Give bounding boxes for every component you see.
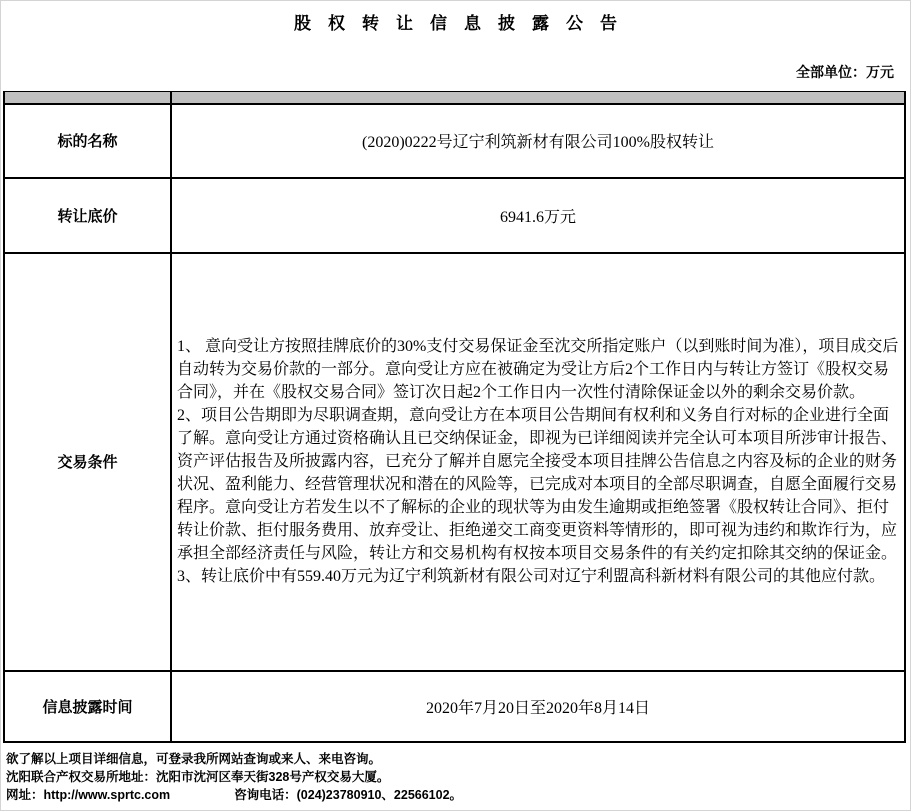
condition-paragraph-2: 2、项目公告期即为尽职调查期，意向受让方在本项目公告期间有权利和义务自行对标的企业进行全面了解。意向受让方通过资格确认且已交纳保证金，即视为已详细阅读并完全认可本项目所涉审计报告、资产评估报告及所披露内容，已充分了解并自愿完全接受本项目挂牌公告信息之内容及标的企业的财务状况、盈利能力、经营管理状况和潜在的风险等，已完成对本项目的全部尽职调查，自愿全面履行交易程序。意向受让方若发生以不了解标的企业的现状等为由发生逾期或拒绝签署《股权转让合同》、拒付转让价款、拒付服务费用、放弃受让、拒绝递交工商变更资料等情形的，即可视为违约和欺诈行为，应承担全部经济责任与风险，转让方和交易机构有权按本项目交易条件的有关约定扣除其交纳的保证金。 [177,407,898,562]
grid-header-cell-left [4,92,171,104]
condition-paragraph-1: 1、 意向受让方按照挂牌底价的30%支付交易保证金至沈交所指定账户（以到账时间为准），项目成交后自动转为交易价款的一部分。意向受让方应在被确定为受让方后2个工作日内与转让方签订《股权交易合同》，并在《股权交易合同》签订次日起2个工作日内一次性付清除保证金以外的剩余交易价款。 [177,338,899,401]
row-label-transaction-conditions: 交易条件 [4,253,171,671]
row-value-floor-price: 6941.6万元 [171,178,905,253]
row-value-disclosure-period: 2020年7月20日至2020年8月14日 [171,671,905,742]
table-row-target-name [4,104,905,178]
document-title: 股权转让信息披露公告 [294,14,634,33]
table-row-disclosure-period [4,671,905,742]
footer-phone-text: 咨询电话：(024)23780910、22566102。 [234,787,463,802]
footer-website-text: 网址：http://www.sprtc.com [6,787,171,802]
condition-paragraph-3: 3、转让底价中有559.40万元为辽宁利筑新材有限公司对辽宁利盟高科新材料有限公司的其他应付款。 [177,568,886,585]
footer-line-info: 欲了解以上项目详细信息，可登录我所网站查询或来人、来电咨询。 [6,751,382,766]
grid-header-cell-right [171,92,905,104]
footer-line-address: 沈阳联合产权交易所地址：沈阳市沈河区奉天街328号产权交易大厦。 [6,769,390,784]
table-row-transaction-conditions [4,253,905,671]
disclosure-table [3,91,906,743]
row-label-floor-price: 转让底价 [4,178,171,253]
row-label-disclosure-period: 信息披露时间 [4,671,171,742]
footer-line-contact [6,786,905,804]
footer-notes [1,743,910,804]
unit-note: 全部单位：万元 [796,64,894,80]
row-value-target-name: (2020)0222号辽宁利筑新材有限公司100%股权转让 [171,104,905,178]
grid-header-row [4,92,905,104]
document-header [1,1,910,91]
row-label-target-name: 标的名称 [4,104,171,178]
table-row-floor-price [4,178,905,253]
row-value-transaction-conditions [171,253,905,671]
